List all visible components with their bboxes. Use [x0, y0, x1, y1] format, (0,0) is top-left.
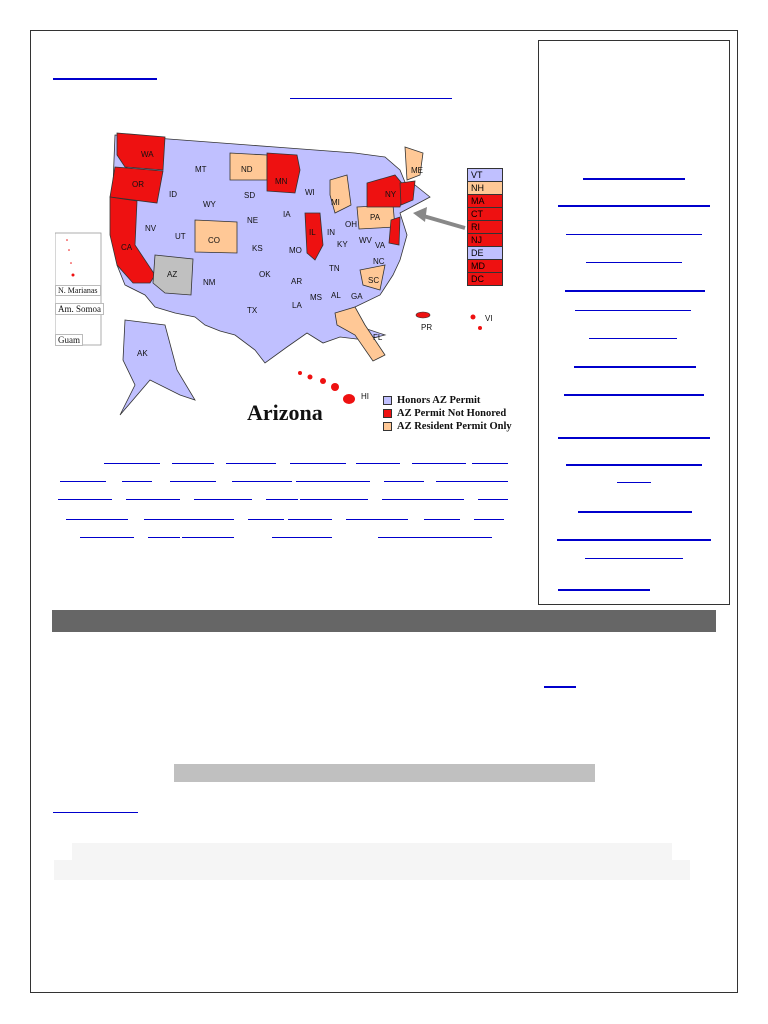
ne-state-md: MD	[468, 260, 502, 273]
svg-text:NY: NY	[385, 190, 397, 199]
ne-state-nh: NH	[468, 182, 502, 195]
state-link[interactable]	[472, 463, 508, 464]
legend-row-not-honored	[383, 407, 512, 420]
map-title: Arizona	[247, 400, 323, 425]
svg-text:WA: WA	[141, 150, 154, 159]
ne-state-vt: VT	[468, 169, 502, 182]
northeast-states-box	[467, 168, 503, 286]
svg-text:VA: VA	[375, 241, 386, 250]
svg-text:VI: VI	[485, 314, 493, 323]
svg-text:ID: ID	[169, 190, 177, 199]
inline-link[interactable]	[544, 686, 576, 688]
ne-state-nj: NJ	[468, 234, 502, 247]
sidebar-link[interactable]	[574, 366, 696, 368]
ne-state-ri: RI	[468, 221, 502, 234]
svg-text:NC: NC	[373, 257, 385, 266]
svg-text:MO: MO	[289, 246, 302, 255]
svg-text:ME: ME	[411, 166, 423, 175]
svg-text:NM: NM	[203, 278, 216, 287]
state-link[interactable]	[232, 481, 292, 482]
legend-row-resident-only	[383, 420, 512, 433]
svg-text:IA: IA	[283, 210, 291, 219]
sidebar-link[interactable]	[565, 290, 705, 292]
state-link[interactable]	[436, 481, 508, 482]
state-link[interactable]	[384, 481, 424, 482]
sidebar-link[interactable]	[583, 178, 685, 180]
ne-state-de: DE	[468, 247, 502, 260]
state-link[interactable]	[172, 463, 214, 464]
state-link[interactable]	[378, 537, 492, 538]
state-link[interactable]	[182, 537, 234, 538]
territory-label-n-marianas: N. Marianas	[55, 285, 101, 296]
state-link[interactable]	[412, 463, 466, 464]
sidebar-link[interactable]	[566, 464, 702, 466]
reciprocity-map	[55, 125, 530, 440]
svg-text:WY: WY	[203, 200, 216, 209]
sidebar-link[interactable]	[558, 205, 710, 207]
state-link[interactable]	[144, 519, 234, 520]
state-link[interactable]	[272, 537, 332, 538]
ne-state-ct: CT	[468, 208, 502, 221]
svg-text:AZ: AZ	[167, 270, 178, 279]
legend-label-not-honored: AZ Permit Not Honored	[397, 408, 507, 419]
subsection-bar	[174, 764, 595, 782]
state-mn	[267, 153, 300, 193]
state-link[interactable]	[248, 519, 284, 520]
svg-text:GA: GA	[351, 292, 363, 301]
svg-text:MI: MI	[331, 198, 340, 207]
svg-text:MS: MS	[310, 293, 322, 302]
state-link[interactable]	[300, 499, 368, 500]
legend-swatch-resident-only	[383, 422, 392, 431]
svg-text:KY: KY	[337, 240, 348, 249]
legend-label-resident-only: AZ Resident Permit Only	[397, 421, 512, 432]
svg-text:OK: OK	[259, 270, 271, 279]
sidebar-link[interactable]	[557, 539, 711, 541]
svg-text:SC: SC	[368, 276, 380, 285]
svg-text:TN: TN	[329, 264, 340, 273]
sidebar-link[interactable]	[564, 394, 704, 396]
territory-label-guam: Guam	[55, 334, 83, 346]
svg-text:NE: NE	[247, 216, 259, 225]
state-link[interactable]	[382, 499, 464, 500]
state-link[interactable]	[66, 519, 128, 520]
svg-text:HI: HI	[361, 392, 369, 401]
legend-row-honors	[383, 394, 512, 407]
section-header-bar	[52, 610, 716, 632]
svg-text:IL: IL	[309, 228, 316, 237]
bottom-link[interactable]	[53, 812, 138, 813]
svg-text:LA: LA	[292, 301, 302, 310]
state-link[interactable]	[296, 481, 370, 482]
sidebar-panel	[538, 40, 730, 605]
state-link[interactable]	[126, 499, 180, 500]
state-link[interactable]	[122, 481, 152, 482]
state-link[interactable]	[346, 519, 408, 520]
top-center-link[interactable]	[290, 98, 452, 99]
state-link[interactable]	[60, 481, 106, 482]
legend-swatch-not-honored	[383, 409, 392, 418]
sidebar-link[interactable]	[575, 310, 691, 311]
svg-text:OR: OR	[132, 180, 144, 189]
state-link[interactable]	[478, 499, 508, 500]
state-link[interactable]	[290, 463, 346, 464]
state-link[interactable]	[266, 499, 298, 500]
state-link[interactable]	[170, 481, 216, 482]
state-link[interactable]	[194, 499, 252, 500]
sidebar-link[interactable]	[558, 589, 650, 591]
svg-text:KS: KS	[252, 244, 263, 253]
shaded-block	[72, 843, 672, 860]
state-link[interactable]	[148, 537, 180, 538]
svg-text:WV: WV	[359, 236, 372, 245]
svg-text:IN: IN	[327, 228, 335, 237]
map-legend	[383, 394, 512, 433]
state-link[interactable]	[58, 499, 112, 500]
territory-label-am-somoa: Am. Somoa	[55, 303, 104, 315]
state-link[interactable]	[226, 463, 276, 464]
sidebar-link[interactable]	[566, 234, 702, 235]
state-link[interactable]	[424, 519, 460, 520]
shaded-block	[54, 860, 690, 880]
svg-text:OH: OH	[345, 220, 357, 229]
svg-text:UT: UT	[175, 232, 186, 241]
svg-text:MT: MT	[195, 165, 207, 174]
state-ak	[120, 320, 195, 415]
state-link[interactable]	[80, 537, 134, 538]
svg-text:AK: AK	[137, 349, 148, 358]
svg-text:AL: AL	[331, 291, 341, 300]
svg-text:ND: ND	[241, 165, 253, 174]
svg-text:CA: CA	[121, 243, 133, 252]
svg-text:MN: MN	[275, 177, 288, 186]
sidebar-link[interactable]	[589, 338, 677, 339]
ne-state-ma: MA	[468, 195, 502, 208]
sidebar-link[interactable]	[586, 262, 682, 263]
ne-state-dc: DC	[468, 273, 502, 285]
svg-text:SD: SD	[244, 191, 256, 200]
svg-text:TX: TX	[247, 306, 258, 315]
svg-text:PR: PR	[421, 323, 433, 332]
state-link[interactable]	[356, 463, 400, 464]
legend-label-honors: Honors AZ Permit	[397, 395, 481, 406]
state-me	[405, 147, 423, 180]
svg-text:NV: NV	[145, 224, 157, 233]
state-link[interactable]	[474, 519, 504, 520]
sidebar-link[interactable]	[578, 511, 692, 513]
sidebar-link[interactable]	[558, 437, 710, 439]
state-link[interactable]	[288, 519, 332, 520]
svg-text:AR: AR	[291, 277, 303, 286]
top-left-link[interactable]	[53, 78, 157, 80]
legend-swatch-honors	[383, 396, 392, 405]
svg-text:FL: FL	[373, 333, 383, 342]
state-link[interactable]	[104, 463, 160, 464]
sidebar-link[interactable]	[585, 558, 683, 559]
svg-text:CO: CO	[208, 236, 220, 245]
state-nj-md	[389, 217, 400, 245]
svg-text:WI: WI	[305, 188, 315, 197]
sidebar-link[interactable]	[617, 482, 651, 483]
svg-text:PA: PA	[370, 213, 381, 222]
